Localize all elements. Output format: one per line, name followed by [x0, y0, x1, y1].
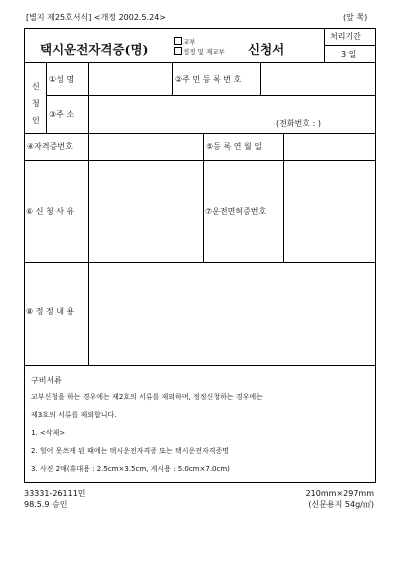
applicant-label-3: 인 — [32, 116, 40, 125]
processing-period-label: 처리기간 — [330, 32, 361, 41]
form-title — [40, 37, 310, 63]
documents-item-3: 3. 사진 2매(휴대용 : 2.5cm×3.5cm, 게시용 : 5.0cm×7.0cm) — [31, 465, 230, 473]
correction-label: ⑧ 정 정 내 용 — [26, 307, 75, 316]
checkbox-reissue[interactable] — [174, 47, 182, 55]
driver-license-label: ⑦운전면허증번호 — [205, 207, 267, 216]
form-code: 33331-26111민 — [24, 489, 86, 498]
documents-heading: 구비서류 — [31, 376, 62, 385]
title-options — [174, 37, 225, 57]
reason-input[interactable] — [89, 161, 202, 261]
title-main: 택시운전자격증(명) — [40, 42, 149, 57]
rrn-input[interactable] — [261, 63, 375, 94]
correction-input[interactable] — [89, 263, 375, 364]
documents-line-2: 제3호의 서류를 제외합니다. — [31, 411, 117, 419]
documents-item-1: 1. <삭제> — [31, 429, 66, 437]
page-side-label: (앞 쪽) — [343, 13, 368, 22]
driver-license-input[interactable] — [284, 161, 375, 261]
license-number-label: ④자격증번호 — [27, 142, 73, 151]
paper-type: (신문용지 54g/㎡) — [308, 500, 374, 509]
name-label: ①성 명 — [49, 75, 75, 84]
title-suffix: 신청서 — [248, 42, 285, 57]
reason-label: ⑥ 신 청 사 유 — [26, 207, 75, 216]
option-issue[interactable]: 교부 — [174, 37, 225, 47]
applicant-label-2: 청 — [32, 99, 40, 108]
form-reference: [별지 제25호서식] <개정 2002.5.24> — [26, 13, 166, 22]
name-input[interactable] — [89, 63, 171, 94]
rrn-label: ②주 민 등 록 번 호 — [175, 75, 242, 84]
registration-date-label: ⑤등 록 연 월 일 — [206, 142, 262, 151]
applicant-label-1: 신 — [32, 82, 40, 91]
address-input[interactable] — [89, 96, 375, 132]
phone-label: (전화번호 : ) — [276, 119, 321, 128]
approval-date: 98.5.9 승인 — [24, 500, 68, 509]
option-reissue[interactable]: 정정 및 재교부 — [174, 47, 225, 57]
paper-size: 210mm×297mm — [305, 489, 374, 498]
documents-item-2: 2. 헐어 못쓰게 된 때에는 택시운전자격증 또는 택시운전자격증명 — [31, 447, 230, 455]
address-label: ③주 소 — [49, 110, 75, 119]
processing-period-value: 3 일 — [341, 50, 357, 59]
checkbox-issue[interactable] — [174, 37, 182, 45]
documents-line-1: 교부신청을 하는 경우에는 제2호의 서류를 제외하며, 정정신청하는 경우에는 — [31, 393, 263, 401]
